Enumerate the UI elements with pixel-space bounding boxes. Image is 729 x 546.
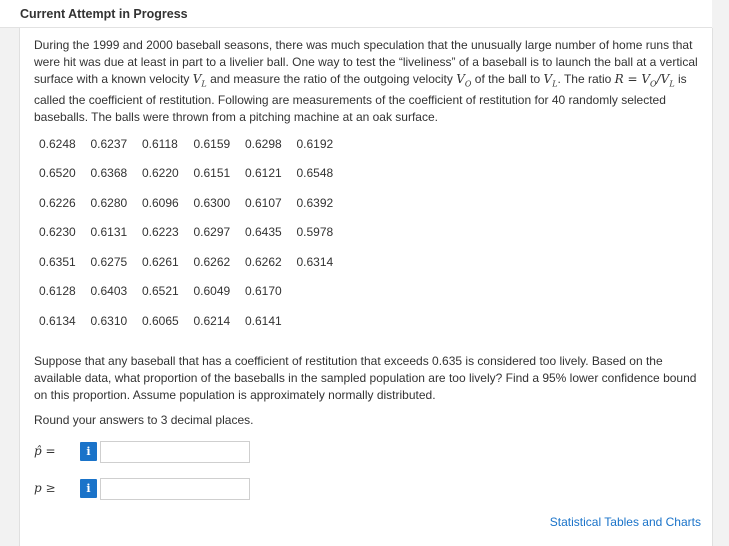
data-row: 0.6128 0.6403 0.6521 0.6049 0.6170 <box>39 284 282 298</box>
attempt-title: Current Attempt in Progress <box>20 7 188 21</box>
p-hat-input[interactable] <box>100 441 250 463</box>
rounding-note: Round your answers to 3 decimal places. <box>34 413 254 427</box>
right-margin <box>712 0 729 546</box>
problem-intro: During the 1999 and 2000 baseball seasons, there was much speculation that the unusually large number of home runs that were hit was due at least in part to a livelier ball. One way to test the “liveliness” of a baseball is to launch the ball at a vertical surface with a known velocity $V_L$ and measure the ratio of the outgoing velocity $V_O$ of the ball to $V_L$. The ratio $R = V_O/V_L$ is called the coefficient of restitution. Following are measurements of the coefficient of restitution for 40 randomly selected baseballs. The balls were thrown from a pitching machine at an oak surface. <box>34 38 698 125</box>
data-row: 0.6134 0.6310 0.6065 0.6214 0.6141 <box>39 314 282 328</box>
data-row: 0.6226 0.6280 0.6096 0.6300 0.6107 0.6392 <box>39 196 334 210</box>
velocity-vl-2: $V_L$ <box>543 72 558 89</box>
info-icon[interactable]: i <box>80 442 97 461</box>
data-row: 0.6351 0.6275 0.6261 0.6262 0.6262 0.6314 <box>39 255 334 269</box>
data-row: 0.6520 0.6368 0.6220 0.6151 0.6121 0.6548 <box>39 166 334 180</box>
attempt-header <box>0 0 712 28</box>
question-panel <box>19 28 713 546</box>
p-bound-input[interactable] <box>100 478 250 500</box>
statistical-tables-link[interactable]: Statistical Tables and Charts <box>549 515 701 529</box>
velocity-vo: $V_O$ <box>456 72 472 89</box>
data-row: 0.6230 0.6131 0.6223 0.6297 0.6435 0.5978 <box>39 225 334 239</box>
velocity-vl: $V_L$ <box>192 72 207 89</box>
data-row: 0.6248 0.6237 0.6118 0.6159 0.6298 0.6192 <box>39 137 334 151</box>
p-bound-label: p ≥ <box>34 481 56 495</box>
ratio-formula: $R = V_O/V_L$ <box>614 72 675 89</box>
question-text: Suppose that any baseball that has a coefficient of restitution that exceeds 0.635 is considered too lively. Based on the available data, what proportion of the baseballs in the sampled population are too lively? Find a 95% lower confidence bound on this proportion. Assume population is approximately normally distributed. <box>34 354 697 402</box>
p-hat-label: p̂ = <box>34 444 56 458</box>
info-icon[interactable]: i <box>80 479 97 498</box>
